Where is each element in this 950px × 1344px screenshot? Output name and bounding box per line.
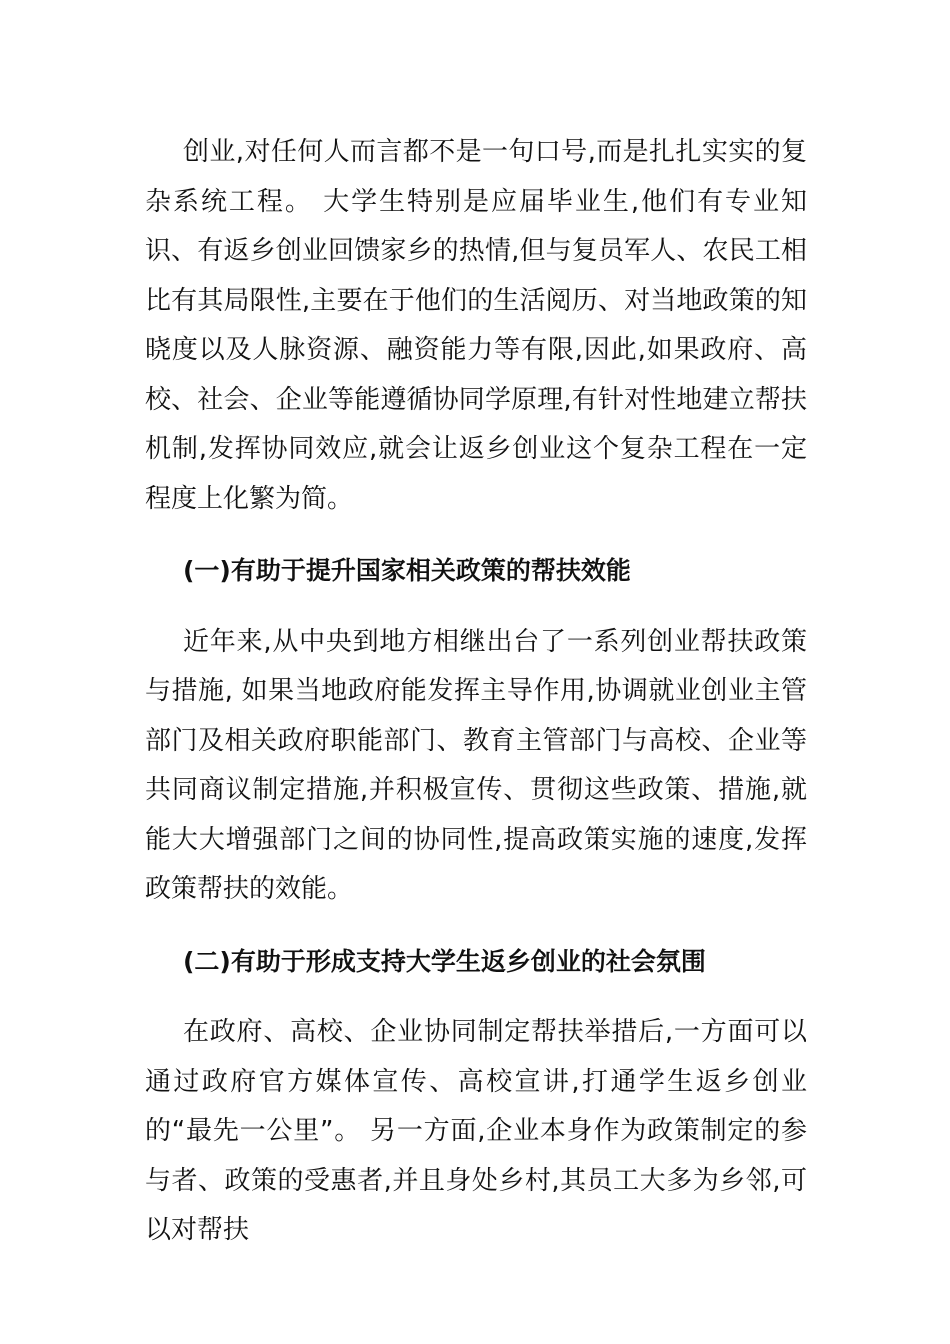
body-paragraph-2: 近年来,从中央到地方相继出台了一系列创业帮扶政策与措施, 如果当地政府能发挥主导作用,协调就业创业主管部门及相关政府职能部门、教育主管部门与高校、企业等共同商议制定措施,并积极宣传、贯彻这些政策、措施,就能大大增强部门之间的协同性,提高政策实施的速度,发挥政策帮扶的效能。 [145,626,807,904]
body-paragraph-3: 在政府、高校、企业协同制定帮扶举措后,一方面可以通过政府官方媒体宣传、高校宣讲,打通学生返乡创业的“最先一公里”。 另一方面,企业本身作为政策制定的参与者、政策的受惠者,并且身处乡村,其员工大多为乡邻,可以对帮扶 [145,1017,807,1245]
document-body [145,128,807,1256]
section-heading-1: (一)有助于提升国家相关政策的帮扶效能 [183,556,631,585]
section-heading-2: (二)有助于形成支持大学生返乡创业的社会氛围 [183,946,706,976]
body-paragraph-1: 创业,对任何人而言都不是一句口号,而是扎扎实实的复杂系统工程。 大学生特别是应届毕业生,他们有专业知识、有返乡创业回馈家乡的热情,但与复员军人、农民工相比有其局限性,主要在于他们的生活阅历、对当地政策的知晓度以及人脉资源、融资能力等有限,因此,如果政府、高校、社会、企业等能遵循协同学原理,有针对性地建立帮扶机制,发挥协同效应,就会让返乡创业这个复杂工程在一定程度上化繁为简。 [145,137,807,514]
